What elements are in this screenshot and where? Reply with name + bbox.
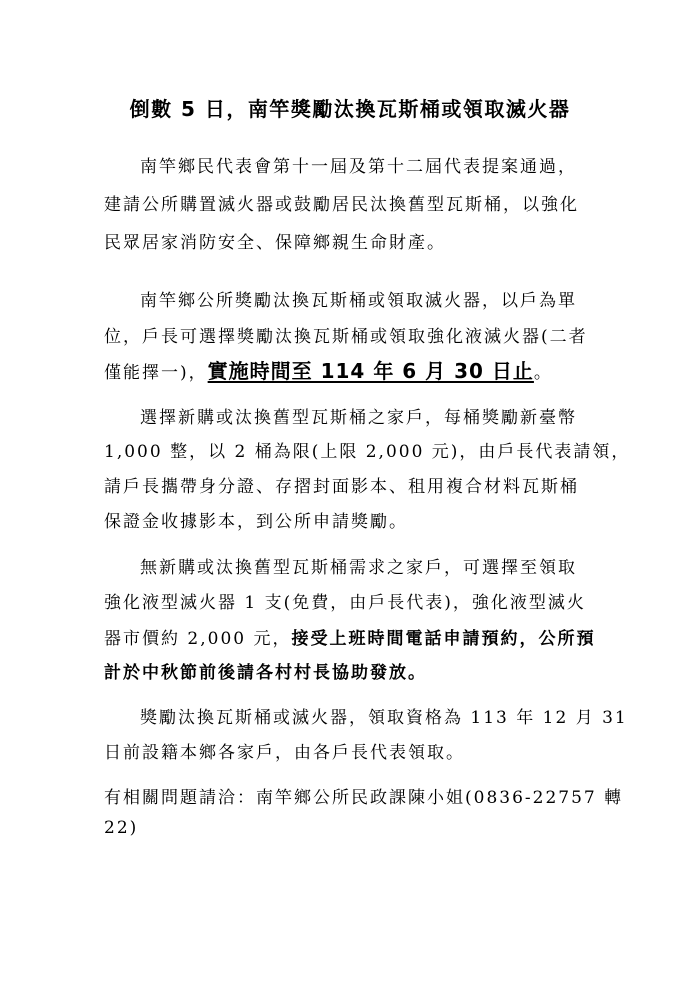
paragraph-1-line-2: 建請公所購置滅火器或鼓勵居民汰換舊型瓦斯桶，以強化 (104, 195, 579, 215)
paragraph-4-line-4: 計於中秋節前後請各村村長協助發放。 (104, 663, 427, 683)
paragraph-2-line-3-prefix: 僅能擇一)， (104, 363, 208, 383)
paragraph-2-line-3 (104, 355, 553, 384)
paragraph-4-line-3-bold: 接受上班時間電話申請預約，公所預 (291, 629, 596, 649)
paragraph-3-line-4: 保證金收據影本，到公所申請獎勵。 (104, 512, 408, 532)
paragraph-5-line-1: 獎勵汰換瓦斯桶或滅火器，領取資格為 113 年 12 月 31 (140, 708, 628, 728)
deadline-highlight: 實施時間至 114 年 6 月 30 日止 (207, 359, 534, 383)
contact-line-1: 有相關問題請洽：南竿鄉公所民政課陳小姐(0836-22757 轉 (104, 788, 624, 808)
paragraph-2-line-3-suffix: 。 (533, 363, 553, 383)
contact-line-2: 22) (104, 818, 139, 838)
paragraph-2-line-2: 位，戶長可選擇獎勵汰換瓦斯桶或領取強化液滅火器(二者 (104, 327, 588, 347)
paragraph-3-line-3: 請戶長攜帶身分證、存摺封面影本、租用複合材料瓦斯桶 (104, 477, 579, 497)
paragraph-4-line-1: 無新購或汰換舊型瓦斯桶需求之家戶，可選擇至領取 (140, 558, 577, 578)
paragraph-4-line-3 (104, 624, 595, 649)
paragraph-4-line-3-prefix: 器市價約 2,000 元， (104, 629, 292, 649)
paragraph-4-line-2: 強化液型滅火器 1 支(免費，由戶長代表)，強化液型滅火 (104, 593, 586, 613)
page-title: 倒數 5 日，南竿獎勵汰換瓦斯桶或領取滅火器 (129, 97, 571, 121)
paragraph-3-line-1: 選擇新購或汰換舊型瓦斯桶之家戶，每桶獎勵新臺幣 (140, 408, 577, 428)
paragraph-3-line-2: 1,000 整，以 2 桶為限(上限 2,000 元)，由戶長代表請領， (104, 442, 631, 462)
paragraph-5-line-2: 日前設籍本鄉各家戶，由各戶長代表領取。 (104, 743, 465, 763)
paragraph-2-line-1: 南竿鄉公所獎勵汰換瓦斯桶或領取滅火器，以戶為單 (140, 291, 577, 311)
paragraph-1-line-1: 南竿鄉民代表會第十一屆及第十二屆代表提案通過， (140, 157, 577, 177)
paragraph-1-line-3: 民眾居家消防安全、保障鄉親生命財產。 (104, 233, 446, 253)
